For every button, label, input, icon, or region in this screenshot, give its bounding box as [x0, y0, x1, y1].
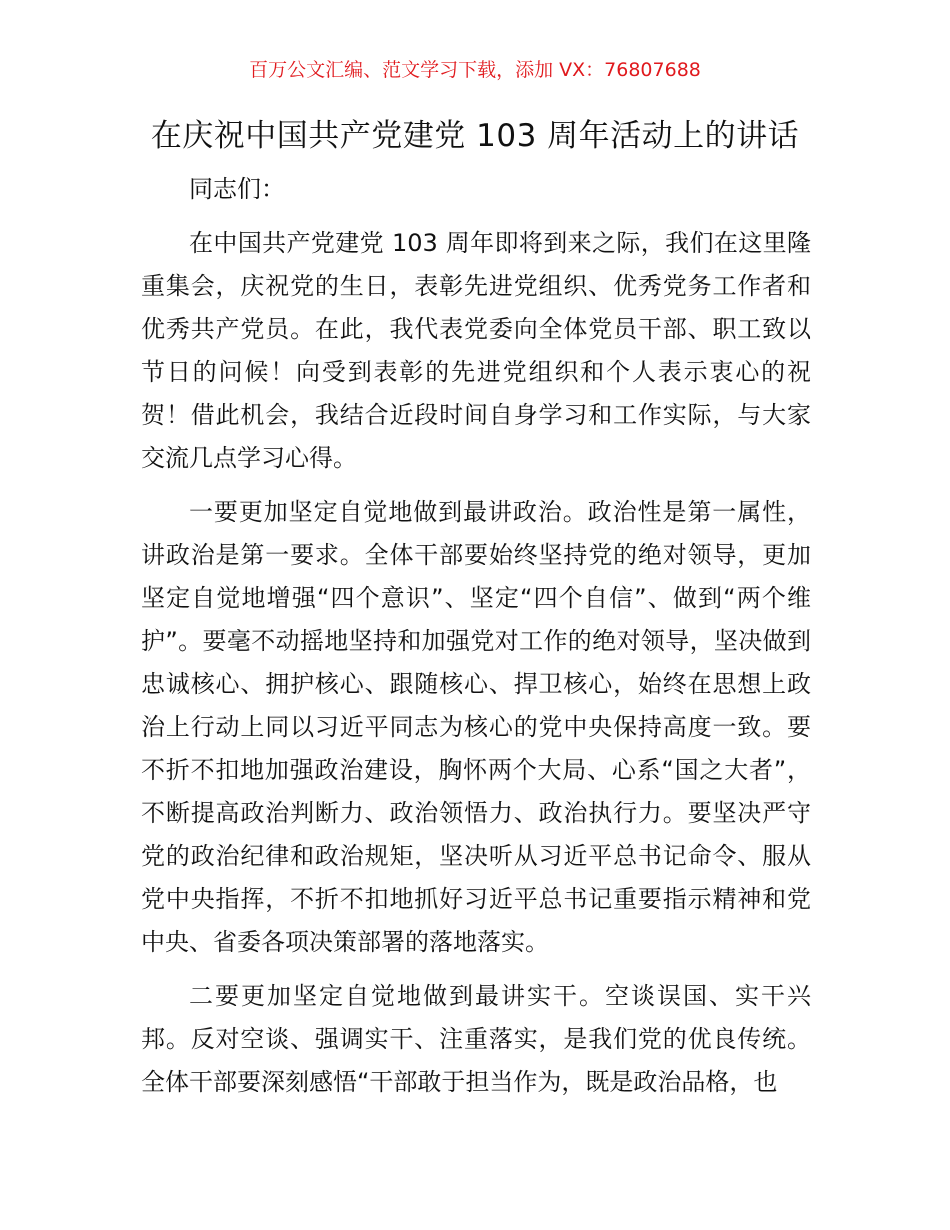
- paragraph-point-one: 一要更加坚定自觉地做到最讲政治。政治性是第一属性，讲政治是第一要求。全体干部要始终坚持党的绝对领导，更加坚定自觉地增强“四个意识”、坚定“四个自信”、做到“两个维护”。要毫不动摇地坚持和加强党对工作的绝对领导，坚决做到忠诚核心、拥护核心、跟随核心、捍卫核心，始终在思想上政治上行动上同以习近平同志为核心的党中央保持高度一致。要不折不扣地加强政治建设，胸怀两个大局、心系“国之大者”，不断提高政治判断力、政治领悟力、政治执行力。要坚决严守党的政治纪律和政治规矩，坚决听从习近平总书记命令、服从党中央指挥，不折不扣地抓好习近平总书记重要指示精神和党中央、省委各项决策部署的落地落实。: [141, 498, 811, 956]
- document-body: [141, 168, 811, 1104]
- paragraph-point-two: 二要更加坚定自觉地做到最讲实干。空谈误国、实干兴邦。反对空谈、强调实干、注重落实，是我们党的优良传统。全体干部要深刻感悟“干部敢于担当作为，既是政治品格，也: [141, 982, 811, 1096]
- document-title: 在庆祝中国共产党建党 103 周年活动上的讲话: [150, 118, 800, 154]
- salutation: 同志们：: [189, 175, 285, 203]
- paragraph-opening: 在中国共产党建党 103 周年即将到来之际，我们在这里隆重集会，庆祝党的生日，表彰先进党组织、优秀党务工作者和优秀共产党员。在此，我代表党委向全体党员干部、职工致以节日的问候！向受到表彰的先进党组织和个人表示衷心的祝贺！借此机会，我结合近段时间自身学习和工作实际，与大家交流几点学习心得。: [141, 229, 811, 472]
- header-banner: 百万公文汇编、范文学习下载，添加 VX：76807688: [249, 59, 701, 81]
